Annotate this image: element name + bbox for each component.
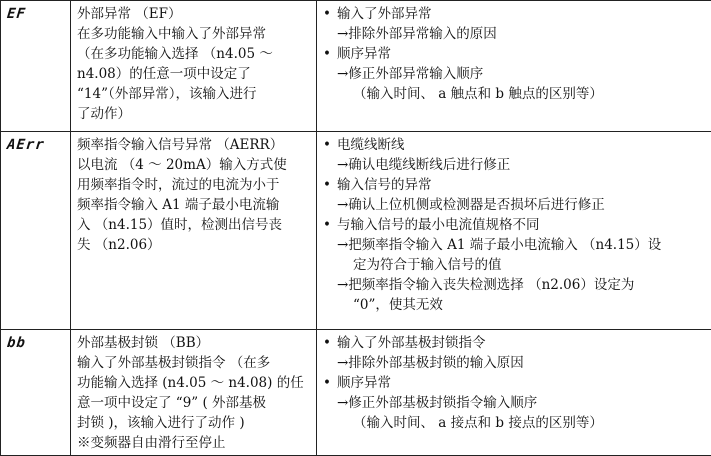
- table-row: [1, 1, 711, 132]
- table-row: [1, 330, 711, 456]
- cause-text: 输入信号的异常: [337, 177, 432, 193]
- action-item: →排除外部异常输入的原因: [323, 24, 705, 44]
- description-line: （在多功能输入选择 （n4.05 ～: [77, 44, 310, 64]
- action-item: →确认上位机侧或检测器是否损坏后进行修正: [323, 195, 705, 215]
- description-line: 外部异常 （EF）: [77, 4, 310, 24]
- description-line: 频率指令输入 A1 端子最小电流输: [77, 195, 310, 215]
- description-line: 在多功能输入中输入了外部异常: [77, 24, 310, 44]
- cause-item: • 输入了外部异常: [323, 4, 705, 24]
- cause-item: • 电缆线断线: [323, 135, 705, 155]
- description-line: ※变频器自由滑行至停止: [77, 433, 310, 453]
- fault-description: [71, 330, 317, 456]
- cause-text: 与输入信号的最小电流值规格不同: [337, 217, 540, 233]
- fault-code: bb: [6, 333, 27, 353]
- action-item: “0”，使其无效: [323, 295, 705, 315]
- fault-remedy: [317, 132, 711, 330]
- fault-description: [71, 1, 317, 132]
- description-line: n4.08）的任意一项中设定了: [77, 64, 310, 84]
- fault-code: EF: [6, 4, 27, 24]
- cause-text: 输入了外部基极封锁指令: [337, 335, 486, 351]
- description-line: 失 （n2.06）: [77, 235, 310, 255]
- fault-description: [71, 132, 317, 330]
- fault-code-cell: [1, 330, 71, 456]
- action-item: →把频率指令输入 A1 端子最小电流输入 （n4.15）设: [323, 235, 705, 255]
- action-item: →确认电缆线断线后进行修正: [323, 155, 705, 175]
- cause-item: • 与输入信号的最小电流值规格不同: [323, 215, 705, 235]
- fault-code: AErr: [6, 135, 46, 155]
- action-item: （输入时间、 a 接点和 b 接点的区别等）: [323, 413, 705, 433]
- action-item: 定为符合于输入信号的值: [323, 255, 705, 275]
- cause-text: 输入了外部异常: [337, 6, 432, 22]
- description-line: 入 （n4.15）值时，检测出信号丧: [77, 215, 310, 235]
- cause-item: • 输入了外部基极封锁指令: [323, 333, 705, 353]
- action-item: →把频率指令输入丧失检测选择 （n2.06）设定为: [323, 275, 705, 295]
- description-line: 频率指令输入信号异常 （AERR）: [77, 135, 310, 155]
- action-item: →修正外部基极封锁指令输入顺序: [323, 393, 705, 413]
- description-line: 用频率指令时，流过的电流为小于: [77, 175, 310, 195]
- fault-remedy: [317, 1, 711, 132]
- fault-code-cell: [1, 1, 71, 132]
- description-line: 封锁 )，该输入进行了动作 ): [77, 413, 310, 433]
- cause-item: • 输入信号的异常: [323, 175, 705, 195]
- cause-text: 顺序异常: [337, 375, 391, 391]
- cause-item: • 顺序异常: [323, 373, 705, 393]
- fault-code-cell: [1, 132, 71, 330]
- action-item: →排除外部基极封锁的输入原因: [323, 353, 705, 373]
- description-line: 了动作）: [77, 104, 310, 124]
- description-line: 功能输入选择 (n4.05 ～ n4.08) 的任: [77, 373, 310, 393]
- fault-remedy: [317, 330, 711, 456]
- cause-text: 顺序异常: [337, 46, 391, 62]
- description-line: 以电流 （4 ～ 20mA）输入方式使: [77, 155, 310, 175]
- description-line: 意一项中设定了 “9” ( 外部基极: [77, 393, 310, 413]
- action-item: →修正外部异常输入顺序: [323, 64, 705, 84]
- action-item: （输入时间、 a 触点和 b 触点的区别等）: [323, 84, 705, 104]
- cause-text: 电缆线断线: [337, 137, 405, 153]
- cause-item: • 顺序异常: [323, 44, 705, 64]
- description-line: “14”（外部异常），该输入进行: [77, 84, 310, 104]
- description-line: 输入了外部基极封锁指令 （在多: [77, 353, 310, 373]
- description-line: 外部基极封锁 （BB）: [77, 333, 310, 353]
- table-row: [1, 132, 711, 330]
